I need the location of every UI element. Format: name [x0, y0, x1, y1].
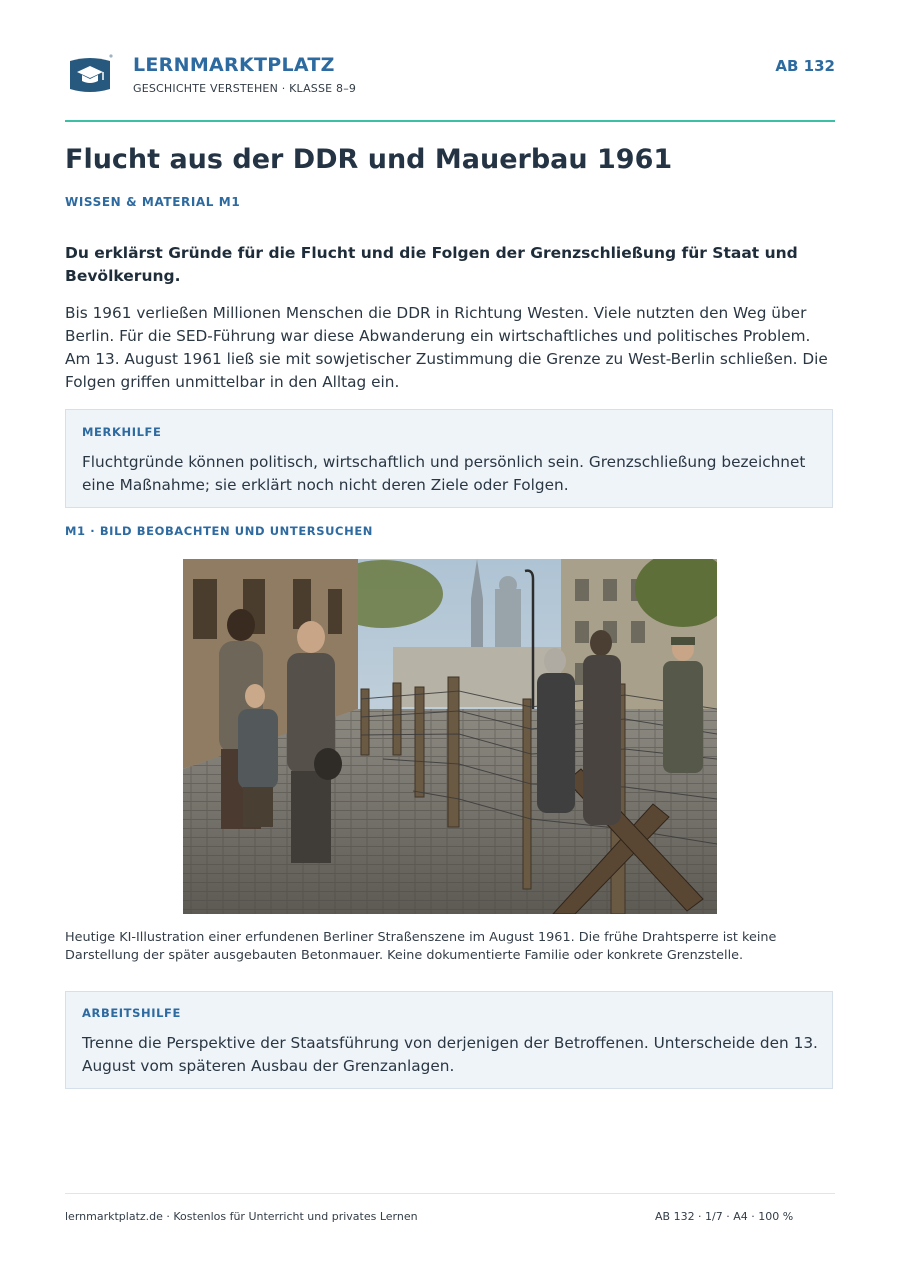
footer-divider [65, 1193, 835, 1194]
work-help-text: Trenne die Perspektive der Staatsführung von derjenigen der Betroffenen. Unterscheide den 13. August vom späteren Ausbau der Grenzanlagen. [82, 1034, 818, 1075]
section-kicker: WISSEN & MATERIAL M1 [65, 195, 241, 209]
sheet-code: AB 132 [775, 57, 835, 75]
work-help-label: ARBEITSHILFE [82, 1006, 181, 1020]
brand-tagline: GESCHICHTE VERSTEHEN · KLASSE 8–9 [133, 82, 357, 95]
page-title: Flucht aus der DDR und Mauerbau 1961 [65, 144, 673, 175]
image-caption: Heutige KI-Illustration einer erfundenen Berliner Straßenszene im August 1961. Die frühe Drahtsperre ist keine Darstellung der später ausgebauten Betonmauer. Keine dokumentierte Familie oder konkrete Grenzstelle. [65, 930, 777, 963]
brand-name: LERNMARKTPLATZ [133, 54, 335, 76]
intro-paragraph: Bis 1961 verließen Millionen Menschen die DDR in Richtung Westen. Viele nutzten den Weg über Berlin. Für die SED-Führung war diese Abwanderung ein wirtschaftliches und politisches Problem. Am 13. August 1961 ließ sie mit sowjetischer Zustimmung die Grenze zu West-Berlin schließen. Die Folgen griffen unmittelbar in den Alltag ein. [65, 304, 828, 391]
footer-site: lernmarktplatz.de · Kostenlos für Unterricht und privates Lernen [65, 1210, 418, 1223]
learning-goal: Du erklärst Gründe für die Flucht und die Folgen der Grenzschließung für Staat und Bevölkerung. [65, 244, 798, 285]
hint-box [65, 409, 833, 508]
street-scene-illustration [183, 559, 717, 914]
page-header [65, 50, 835, 100]
footer-page-info: AB 132 · 1/7 · A4 · 100 % [655, 1210, 794, 1223]
hint-box-label: MERKHILFE [82, 425, 162, 439]
hint-box-text: Fluchtgründe können politisch, wirtschaftlich und persönlich sein. Grenzschließung bezeichnet eine Maßnahme; sie erklärt noch nicht deren Ziele oder Folgen. [82, 453, 806, 494]
graduation-cap-icon [67, 53, 113, 95]
header-divider [65, 120, 835, 122]
work-help-box [65, 991, 833, 1089]
material-heading: M1 · BILD BEOBACHTEN UND UNTERSUCHEN [65, 524, 373, 538]
